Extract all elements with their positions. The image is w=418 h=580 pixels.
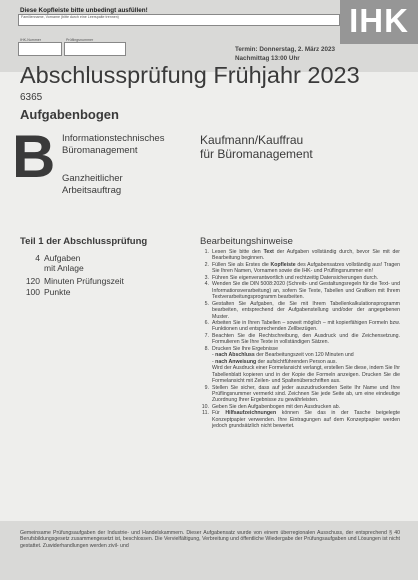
document-type: Aufgabenbogen <box>20 107 119 122</box>
part-task <box>62 173 202 197</box>
part-task-line2: Arbeitsauftrag <box>62 185 122 196</box>
tasks-sub-label: mit Anlage <box>44 263 84 273</box>
part-task-line1: Ganzheitlicher <box>62 173 123 184</box>
exam-number-field[interactable] <box>64 42 126 56</box>
exam-date-line: Termin: Donnerstag, 2. März 2023 <box>235 46 335 53</box>
minutes-count: 120 <box>25 276 40 286</box>
instruction-subitem: - nach Abschluss der Bearbeitungszeit von 120 Minuten und <box>212 352 354 359</box>
ihk-number-label: IHK-Nummer <box>20 38 41 42</box>
part-letter: B <box>12 123 56 190</box>
instruction-subitem: - nach Anweisung der aufsichtführenden Person aus. <box>212 358 337 365</box>
ihk-logo-text: IHK <box>349 2 409 39</box>
profession-line1: Kaufmann/Kauffrau <box>200 133 304 147</box>
ihk-number-field[interactable] <box>18 42 62 56</box>
summary-tasks-sub <box>20 263 84 273</box>
instruction-item: 9. Stellen Sie sicher, dass auf jeder auszudruckenden Seite Ihr Name und Ihre Prüflingsnummer vermerkt sind. Zeichnen Sie jede Seite ab, um eine eindeutige Zuordnung Ihrer Ergebnisse zu gewährleisten. <box>204 384 400 404</box>
ihk-logo <box>340 0 418 44</box>
fill-warning: Diese Kopfleiste bitte unbedingt ausfüllen! <box>20 7 148 14</box>
name-field[interactable] <box>18 14 340 26</box>
instruction-item: 1. Lesen Sie bitte den Text der Aufgaben vollständig durch, bevor Sie mit der Bearbeitung beginnen. <box>204 249 400 262</box>
tasks-label: Aufgaben <box>44 253 81 263</box>
instruction-note: Wird der Ausdruck einer Formelansicht verlangt, erstellen Sie diese, indem Sie Ihr Tabellenblatt kopieren und in der Kopie die Formeln anzeigen. Drucken Sie die Formelansicht mit Zeilen- und Spaltenüberschriften aus. <box>212 365 400 385</box>
part-subject-line1: Informationstechnisches <box>62 133 165 144</box>
summary-heading: Teil 1 der Abschlussprüfung <box>20 236 148 247</box>
instruction-item: 2. Füllen Sie als Erstes die Kopfleiste des Aufgabensatzes vollständig aus! Tragen Sie Ihren Namen, Vornamen sowie die IHK- und Prüflingsnummer ein! <box>204 261 400 275</box>
exam-code: 6365 <box>20 92 43 103</box>
footer-legal-text: Gemeinsame Prüfungsaufgaben der Industrie- und Handelskammern. Dieser Aufgabensatz wurde von einem überregionalen Ausschuss, der entsprechend § 40 Berufsbildungsgesetz zusammengesetzt ist, beschlossen. Die Vervielfältigung, Verbreitung und öffentliche Wiedergabe der Prüfungsaufgaben und Lösungen ist nicht gestattet. Zuwiderhandlungen werden zivil- und <box>20 530 400 549</box>
minutes-label: Minuten Prüfungszeit <box>44 276 124 286</box>
exam-time-line: Nachmittag 13:00 Uhr <box>235 54 300 62</box>
exam-number-label: Prüflingsnummer <box>66 38 94 42</box>
instruction-item: 10. Geben Sie den Aufgabenbogen mit den Ausdrucken ab. <box>201 403 341 410</box>
summary-tasks <box>20 253 80 263</box>
tasks-count: 4 <box>35 253 40 263</box>
instruction-item: 4. Wenden Sie die DIN 5008:2020 (Schreib- und Gestaltungsregeln für die Text- und Informationsverarbeitung) an, sofern Sie Texte, Tabellen und Grafiken mit Ihrem Textverarbeitungsprogramm bearbeiten. <box>204 281 400 301</box>
profession-line2: für Büromanagement <box>200 147 313 161</box>
part-subject <box>62 133 202 157</box>
instruction-item: 3. Führen Sie eigenverantwortlich und rechtzeitig Datensicherungen durch. <box>204 274 379 281</box>
instruction-item: 5. Gestalten Sie Aufgaben, die Sie mit Ihrem Tabellenkalkulationsprogramm bearbeiten, entsprechend der Aufgabenstellung und/oder der angegebenen Muster. <box>204 300 400 320</box>
points-label: Punkte <box>44 287 71 297</box>
part-subject-line2: Büromanagement <box>62 145 138 156</box>
points-count: 100 <box>25 287 40 297</box>
exam-date <box>235 46 335 63</box>
profession-title <box>200 133 313 161</box>
instruction-item: 6. Arbeiten Sie in Ihren Tabellen – soweit möglich – mit kopierfähigen Formeln bzw. Funktionen und entsprechenden Zellbezügen. <box>204 319 400 333</box>
summary-points <box>20 287 70 297</box>
exam-title: Abschlussprüfung Frühjahr 2023 <box>20 62 360 88</box>
name-field-label: Familienname, Vorname (bitte durch eine Leerspalte trennen) <box>21 15 119 19</box>
instruction-item: 7. Beachten Sie die Rechtschreibung, den Ausdruck und die Zeichensetzung. Formulieren Sie Ihre Texte in vollständigen Sätzen. <box>204 332 400 346</box>
instruction-item: 11. Für Hilfsaufzeichnungen können Sie das in der Tasche beigelegte Konzeptpapier verwenden. Ihre Eintragungen auf dem Konzeptpapier werden jedoch grundsätzlich nicht bewertet. <box>202 410 400 430</box>
summary-minutes <box>20 276 124 286</box>
instruction-item: 8. Drucken Sie Ihre Ergebnisse - nach Abschluss der Bearbeitungszeit von 120 Minuten und - nach Anweisung der aufsichtführenden Person aus. Wird der Ausdruck einer Formelansicht verlangt, erstellen Sie diese, indem Sie Ihr Tabellenblatt kopieren und in der Kopie die Formeln anzeigen. Drucken Sie die Formelansicht mit Zeilen- und Spaltenüberschriften aus. <box>204 345 400 385</box>
instructions-heading: Bearbeitungshinweise <box>200 236 293 247</box>
instructions-list <box>200 249 400 430</box>
